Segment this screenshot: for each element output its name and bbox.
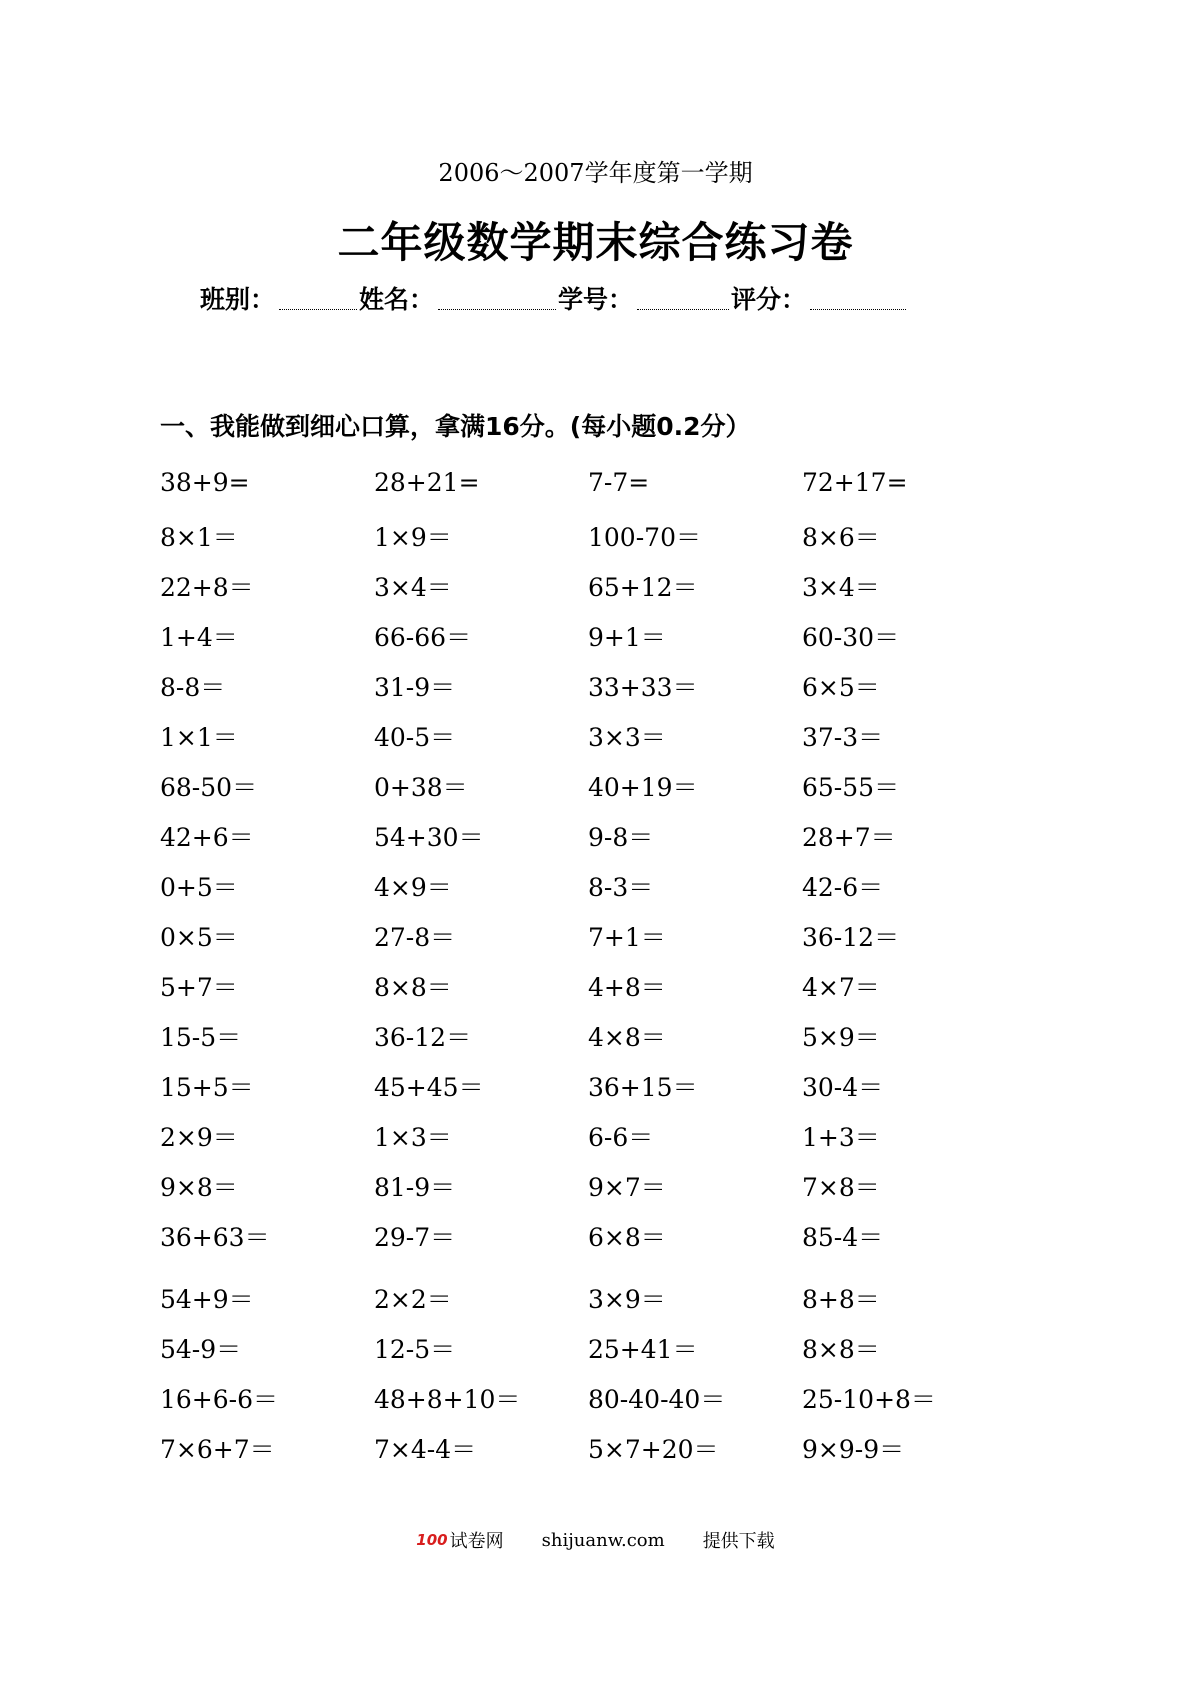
problem-item: 30-4＝ xyxy=(802,1073,884,1102)
problem-item: 12-5＝ xyxy=(374,1335,456,1364)
problem-item: 6×8＝ xyxy=(588,1223,666,1252)
problem-item: 36+15＝ xyxy=(588,1073,698,1102)
problem-row xyxy=(160,768,1060,808)
problem-item: 9-8＝ xyxy=(588,823,654,852)
problem-item: 100-70＝ xyxy=(588,523,701,552)
problem-item: 1+4＝ xyxy=(160,623,238,652)
problem-item: 40+19＝ xyxy=(588,773,698,802)
problem-row xyxy=(160,468,1060,508)
problem-item: 8×8＝ xyxy=(802,1335,880,1364)
problem-item: 6×5＝ xyxy=(802,673,880,702)
problem-item: 4×7＝ xyxy=(802,973,880,1002)
problem-item: 7×8＝ xyxy=(802,1173,880,1202)
problem-item: 1×9＝ xyxy=(374,523,452,552)
problem-row xyxy=(160,1068,1060,1108)
problem-item: 72+17= xyxy=(802,468,908,497)
problem-item: 8×8＝ xyxy=(374,973,452,1002)
problem-row xyxy=(160,968,1060,1008)
problem-item: 33+33＝ xyxy=(588,673,698,702)
score-label: 评分： xyxy=(731,285,807,314)
problem-item: 5+7＝ xyxy=(160,973,238,1002)
problem-item: 8-3＝ xyxy=(588,873,654,902)
problem-item: 3×4＝ xyxy=(802,573,880,602)
problem-item: 5×9＝ xyxy=(802,1023,880,1052)
problem-item: 54+30＝ xyxy=(374,823,484,852)
problem-item: 28+21= xyxy=(374,468,480,497)
problem-row xyxy=(160,1168,1060,1208)
name-blank[interactable] xyxy=(438,309,556,310)
score-blank[interactable] xyxy=(810,309,906,310)
problem-row xyxy=(160,1118,1060,1158)
problem-item: 3×4＝ xyxy=(374,573,452,602)
problem-item: 9+1＝ xyxy=(588,623,666,652)
problem-item: 42-6＝ xyxy=(802,873,884,902)
problem-row xyxy=(160,668,1060,708)
problem-item: 40-5＝ xyxy=(374,723,456,752)
student-number-blank[interactable] xyxy=(637,309,729,310)
problem-item: 36-12＝ xyxy=(802,923,900,952)
problem-item: 15+5＝ xyxy=(160,1073,254,1102)
problem-item: 7+1＝ xyxy=(588,923,666,952)
problem-item: 16+6-6＝ xyxy=(160,1385,279,1414)
problem-item: 36-12＝ xyxy=(374,1023,472,1052)
problem-item: 1+3＝ xyxy=(802,1123,880,1152)
problem-item: 28+7＝ xyxy=(802,823,896,852)
problem-item: 3×3＝ xyxy=(588,723,666,752)
problem-item: 9×7＝ xyxy=(588,1173,666,1202)
problem-item: 45+45＝ xyxy=(374,1073,484,1102)
problem-item: 68-50＝ xyxy=(160,773,258,802)
problem-item: 81-9＝ xyxy=(374,1173,456,1202)
problem-item: 54+9＝ xyxy=(160,1285,254,1314)
problem-item: 42+6＝ xyxy=(160,823,254,852)
problem-item: 80-40-40＝ xyxy=(588,1385,726,1414)
page-title: 二年级数学期末综合练习卷 xyxy=(337,218,854,267)
problem-item: 3×9＝ xyxy=(588,1285,666,1314)
problem-item: 37-3＝ xyxy=(802,723,884,752)
problem-item: 0+5＝ xyxy=(160,873,238,902)
site-logo: 100 xyxy=(416,1531,448,1549)
site-name: 试卷网 xyxy=(449,1531,504,1552)
problem-item: 4×8＝ xyxy=(588,1023,666,1052)
problem-item: 6-6＝ xyxy=(588,1123,654,1152)
problem-row xyxy=(160,1430,1060,1470)
problem-row xyxy=(160,818,1060,858)
semester-subtitle: 2006～2007学年度第一学期 xyxy=(438,159,753,187)
download-note: 提供下载 xyxy=(702,1531,775,1552)
problem-item: 31-9＝ xyxy=(374,673,456,702)
problem-item: 2×9＝ xyxy=(160,1123,238,1152)
problem-row xyxy=(160,618,1060,658)
section-1-heading: 一、我能做到细心口算，拿满16分。(每小题0.2分） xyxy=(160,412,751,441)
problem-item: 85-4＝ xyxy=(802,1223,884,1252)
problem-item: 15-5＝ xyxy=(160,1023,242,1052)
problem-item: 2×2＝ xyxy=(374,1285,452,1314)
problem-row xyxy=(160,868,1060,908)
problem-item: 65+12＝ xyxy=(588,573,698,602)
problem-item: 0+38＝ xyxy=(374,773,468,802)
class-blank[interactable] xyxy=(279,309,357,310)
problem-item: 27-8＝ xyxy=(374,923,456,952)
problem-item: 29-7＝ xyxy=(374,1223,456,1252)
class-label: 班别： xyxy=(200,285,276,314)
problem-item: 5×7+20＝ xyxy=(588,1435,719,1464)
problem-row xyxy=(160,918,1060,958)
problem-row xyxy=(160,1280,1060,1320)
problem-item: 65-55＝ xyxy=(802,773,900,802)
problem-item: 1×3＝ xyxy=(374,1123,452,1152)
problem-item: 36+63＝ xyxy=(160,1223,270,1252)
problem-item: 9×9-9＝ xyxy=(802,1435,905,1464)
problem-row xyxy=(160,718,1060,758)
problem-item: 38+9= xyxy=(160,468,250,497)
problem-row xyxy=(160,1218,1060,1258)
problem-item: 9×8＝ xyxy=(160,1173,238,1202)
problem-item: 8+8＝ xyxy=(802,1285,880,1314)
site-url: shijuanw.com xyxy=(541,1529,665,1551)
problem-row xyxy=(160,1330,1060,1370)
problem-item: 7×4-4＝ xyxy=(374,1435,477,1464)
problem-item: 1×1＝ xyxy=(160,723,238,752)
problem-row xyxy=(160,1380,1060,1420)
problem-item: 25-10+8＝ xyxy=(802,1385,936,1414)
problem-item: 0×5＝ xyxy=(160,923,238,952)
problem-item: 4+8＝ xyxy=(588,973,666,1002)
problem-row xyxy=(160,568,1060,608)
problem-item: 7×6+7＝ xyxy=(160,1435,275,1464)
problem-item: 4×9＝ xyxy=(374,873,452,902)
problem-item: 7-7= xyxy=(588,468,650,497)
footer xyxy=(0,1527,1191,1553)
problem-row xyxy=(160,1018,1060,1058)
problem-item: 8-8＝ xyxy=(160,673,226,702)
problem-item: 25+41＝ xyxy=(588,1335,698,1364)
problem-item: 54-9＝ xyxy=(160,1335,242,1364)
name-label: 姓名： xyxy=(359,285,435,314)
problem-item: 60-30＝ xyxy=(802,623,900,652)
problem-item: 8×6＝ xyxy=(802,523,880,552)
student-number-label: 学号： xyxy=(558,285,634,314)
student-info-row xyxy=(200,280,908,316)
problem-row xyxy=(160,518,1060,558)
problem-item: 48+8+10＝ xyxy=(374,1385,521,1414)
problem-item: 66-66＝ xyxy=(374,623,472,652)
problem-item: 8×1＝ xyxy=(160,523,238,552)
problem-item: 22+8＝ xyxy=(160,573,254,602)
